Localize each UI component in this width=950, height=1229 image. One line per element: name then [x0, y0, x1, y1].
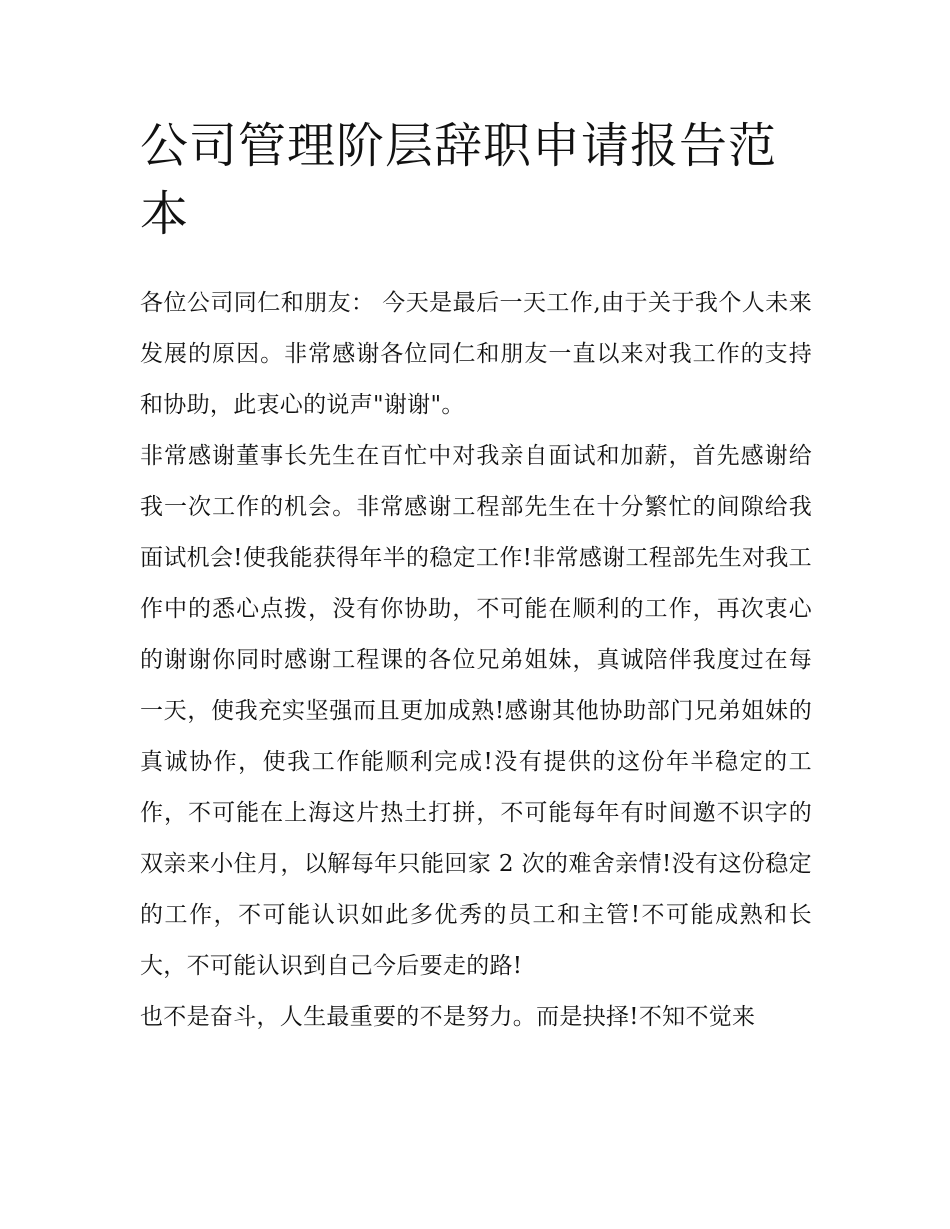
- paragraph-greeting: 各位公司同仁和朋友： 今天是最后一天工作,由于关于我个人未来发展的原因。非常感谢各位同仁和朋友一直以来对我工作的支持和协助，此衷心的说声"谢谢"。: [140, 290, 812, 418]
- paragraph-reflection: 也不是奋斗，人生最重要的不是努力。而是抉择!不知不觉来: [140, 1004, 756, 1030]
- document-body: [140, 278, 812, 1043]
- document-page: [140, 112, 812, 1043]
- document-title: 公司管理阶层辞职申请报告范本: [140, 118, 778, 242]
- paragraph-thanks: 非常感谢董事长先生在百忙中对我亲自面试和加薪，首先感谢给我一次工作的机会。非常感谢工程部先生在十分繁忙的间隙给我面试机会!使我能获得年半的稳定工作!非常感谢工程部先生对我工作中的悉心点拨，没有你协助，不可能在顺利的工作，再次衷心的谢谢你同时感谢工程课的各位兄弟姐妹，真诚陪伴我度过在每一天，使我充实坚强而且更加成熟!感谢其他协助部门兄弟姐妹的真诚协作，使我工作能顺利完成!没有提供的这份年半稳定的工作，不可能在上海这片热土打拼，不可能每年有时间邀不识字的双亲来小住月，以解每年只能回家 2 次的难舍亲情!没有这份稳定的工作，不可能认识如此多优秀的员工和主管!不可能成熟和长大，不可能认识到自己今后要走的路!: [140, 443, 812, 979]
